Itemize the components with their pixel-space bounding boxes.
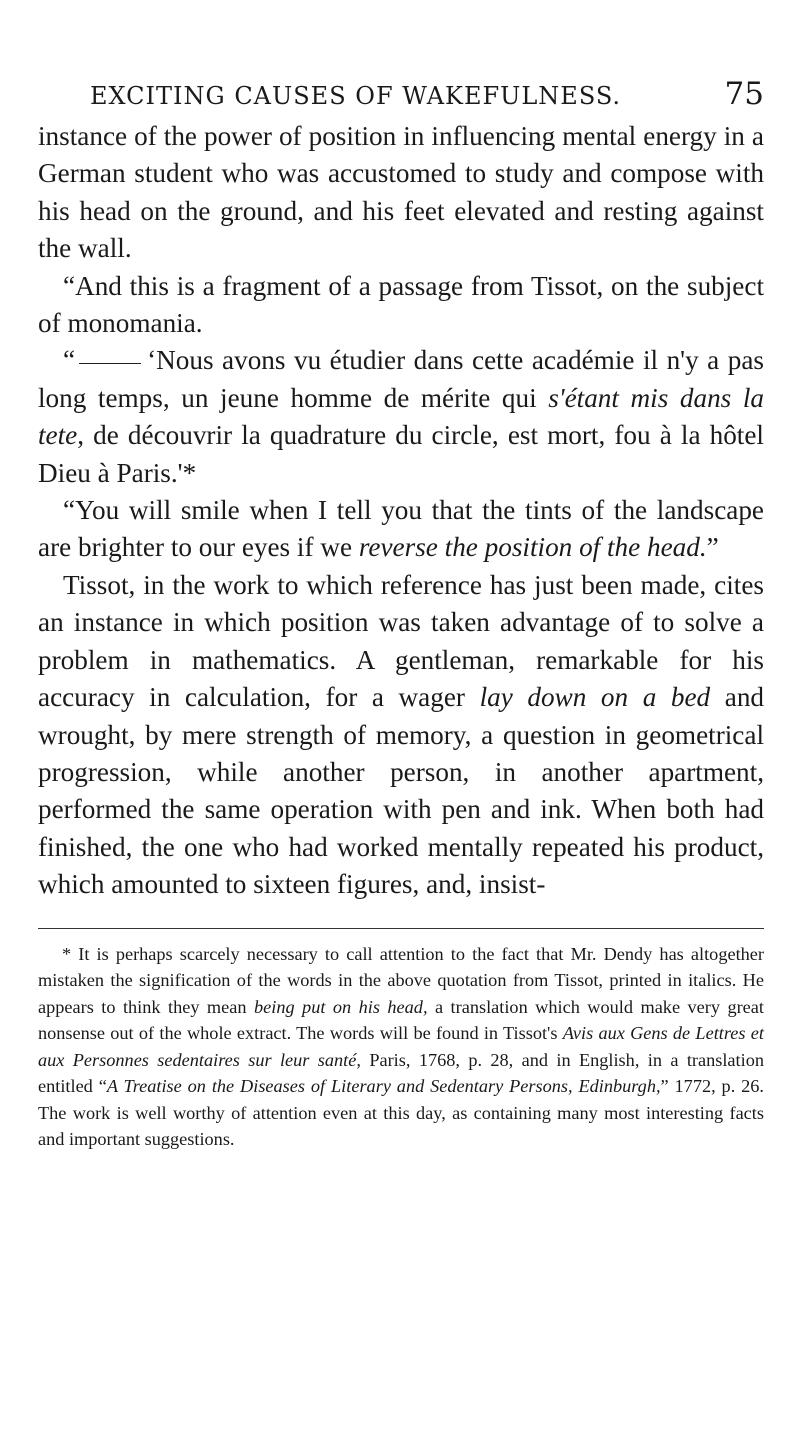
paragraph-4-end: ”	[706, 532, 719, 563]
page-number: 75	[724, 76, 764, 112]
quotation-italic-phrase: s'étant mis dans la tete	[38, 382, 764, 451]
em-dash-rule	[79, 363, 141, 364]
body-text	[38, 118, 764, 904]
paragraph-5-italic: lay down on a bed	[479, 682, 711, 713]
quotation-text-start: ‘Nous avons vu étudier dans cette académie il n'y a pas long temps, un jeune homme de mérite qui	[38, 345, 764, 413]
paragraph-2: “And this is a fragment of a passage from Tissot, on the subject of monomania.	[38, 270, 764, 339]
quotation-text-end: , de découvrir la quadrature du circle, est mort, fou à la hôtel Dieu à Paris.'*	[38, 420, 764, 488]
paragraph-4	[38, 492, 764, 567]
footnote-text-b: a translation which would make very great nonsense out of the whole extract. The words will be found in Tissot's	[38, 996, 764, 1044]
paragraph-5	[38, 567, 764, 904]
footnote-text-c: Paris, 1768, p. 28, and in English, in a translation entitled “	[38, 1049, 764, 1097]
open-quote: “	[63, 345, 76, 376]
footnote-italic-2: Avis aux Gens de Lettres et aux Personnes sedentaires sur leur santé,	[38, 1023, 764, 1070]
paragraph-4-italic: reverse the position of the head.	[358, 532, 707, 563]
footnote-italic-3: A Treatise on the Diseases of Literary and Sedentary Persons, Edinburgh,	[106, 1076, 661, 1097]
footnote-divider	[38, 928, 764, 929]
running-head: EXCITING CAUSES OF WAKEFULNESS.	[90, 82, 622, 110]
paragraph-5-start: Tissot, in the work to which reference has just been made, cites an instance in which position was taken advantage of to solve a problem in mathematics. A gentleman, remarkable for his accuracy in calculation, for a wager	[38, 569, 764, 713]
footnote-italic-1: being put on his head,	[253, 996, 428, 1017]
footnote-text-d: ” 1772, p. 26. The work is well worthy of attention even at this day, as containing many most interesting facts and important suggestions.	[38, 1076, 764, 1150]
paragraph-5-end: and wrought, by mere strength of memory, a question in geometrical progression, while another person, in another apartment, performed the same operation with pen and ink. When both had finished, the one who had worked mentally repeated his product, which amounted to sixteen figures, and, insist-	[38, 682, 765, 900]
paragraph-1: instance of the power of position in influencing mental energy in a German student who was accustomed to study and compose with his head on the ground, and his feet elevated and resting against the wall.	[38, 121, 764, 264]
paragraph-3-quotation	[38, 342, 764, 492]
footnote-text-a: * It is perhaps scarcely necessary to call attention to the fact that Mr. Dendy has altogether mistaken the signification of the words in the above quotation from Tissot, printed in italics. He appears to think they mean	[38, 943, 764, 1017]
page-header	[38, 74, 764, 118]
footnote	[38, 941, 764, 1153]
book-page	[38, 74, 764, 1153]
paragraph-4-start: “You will smile when I tell you that the tints of the landscape are brighter to our eyes if we	[38, 495, 764, 563]
